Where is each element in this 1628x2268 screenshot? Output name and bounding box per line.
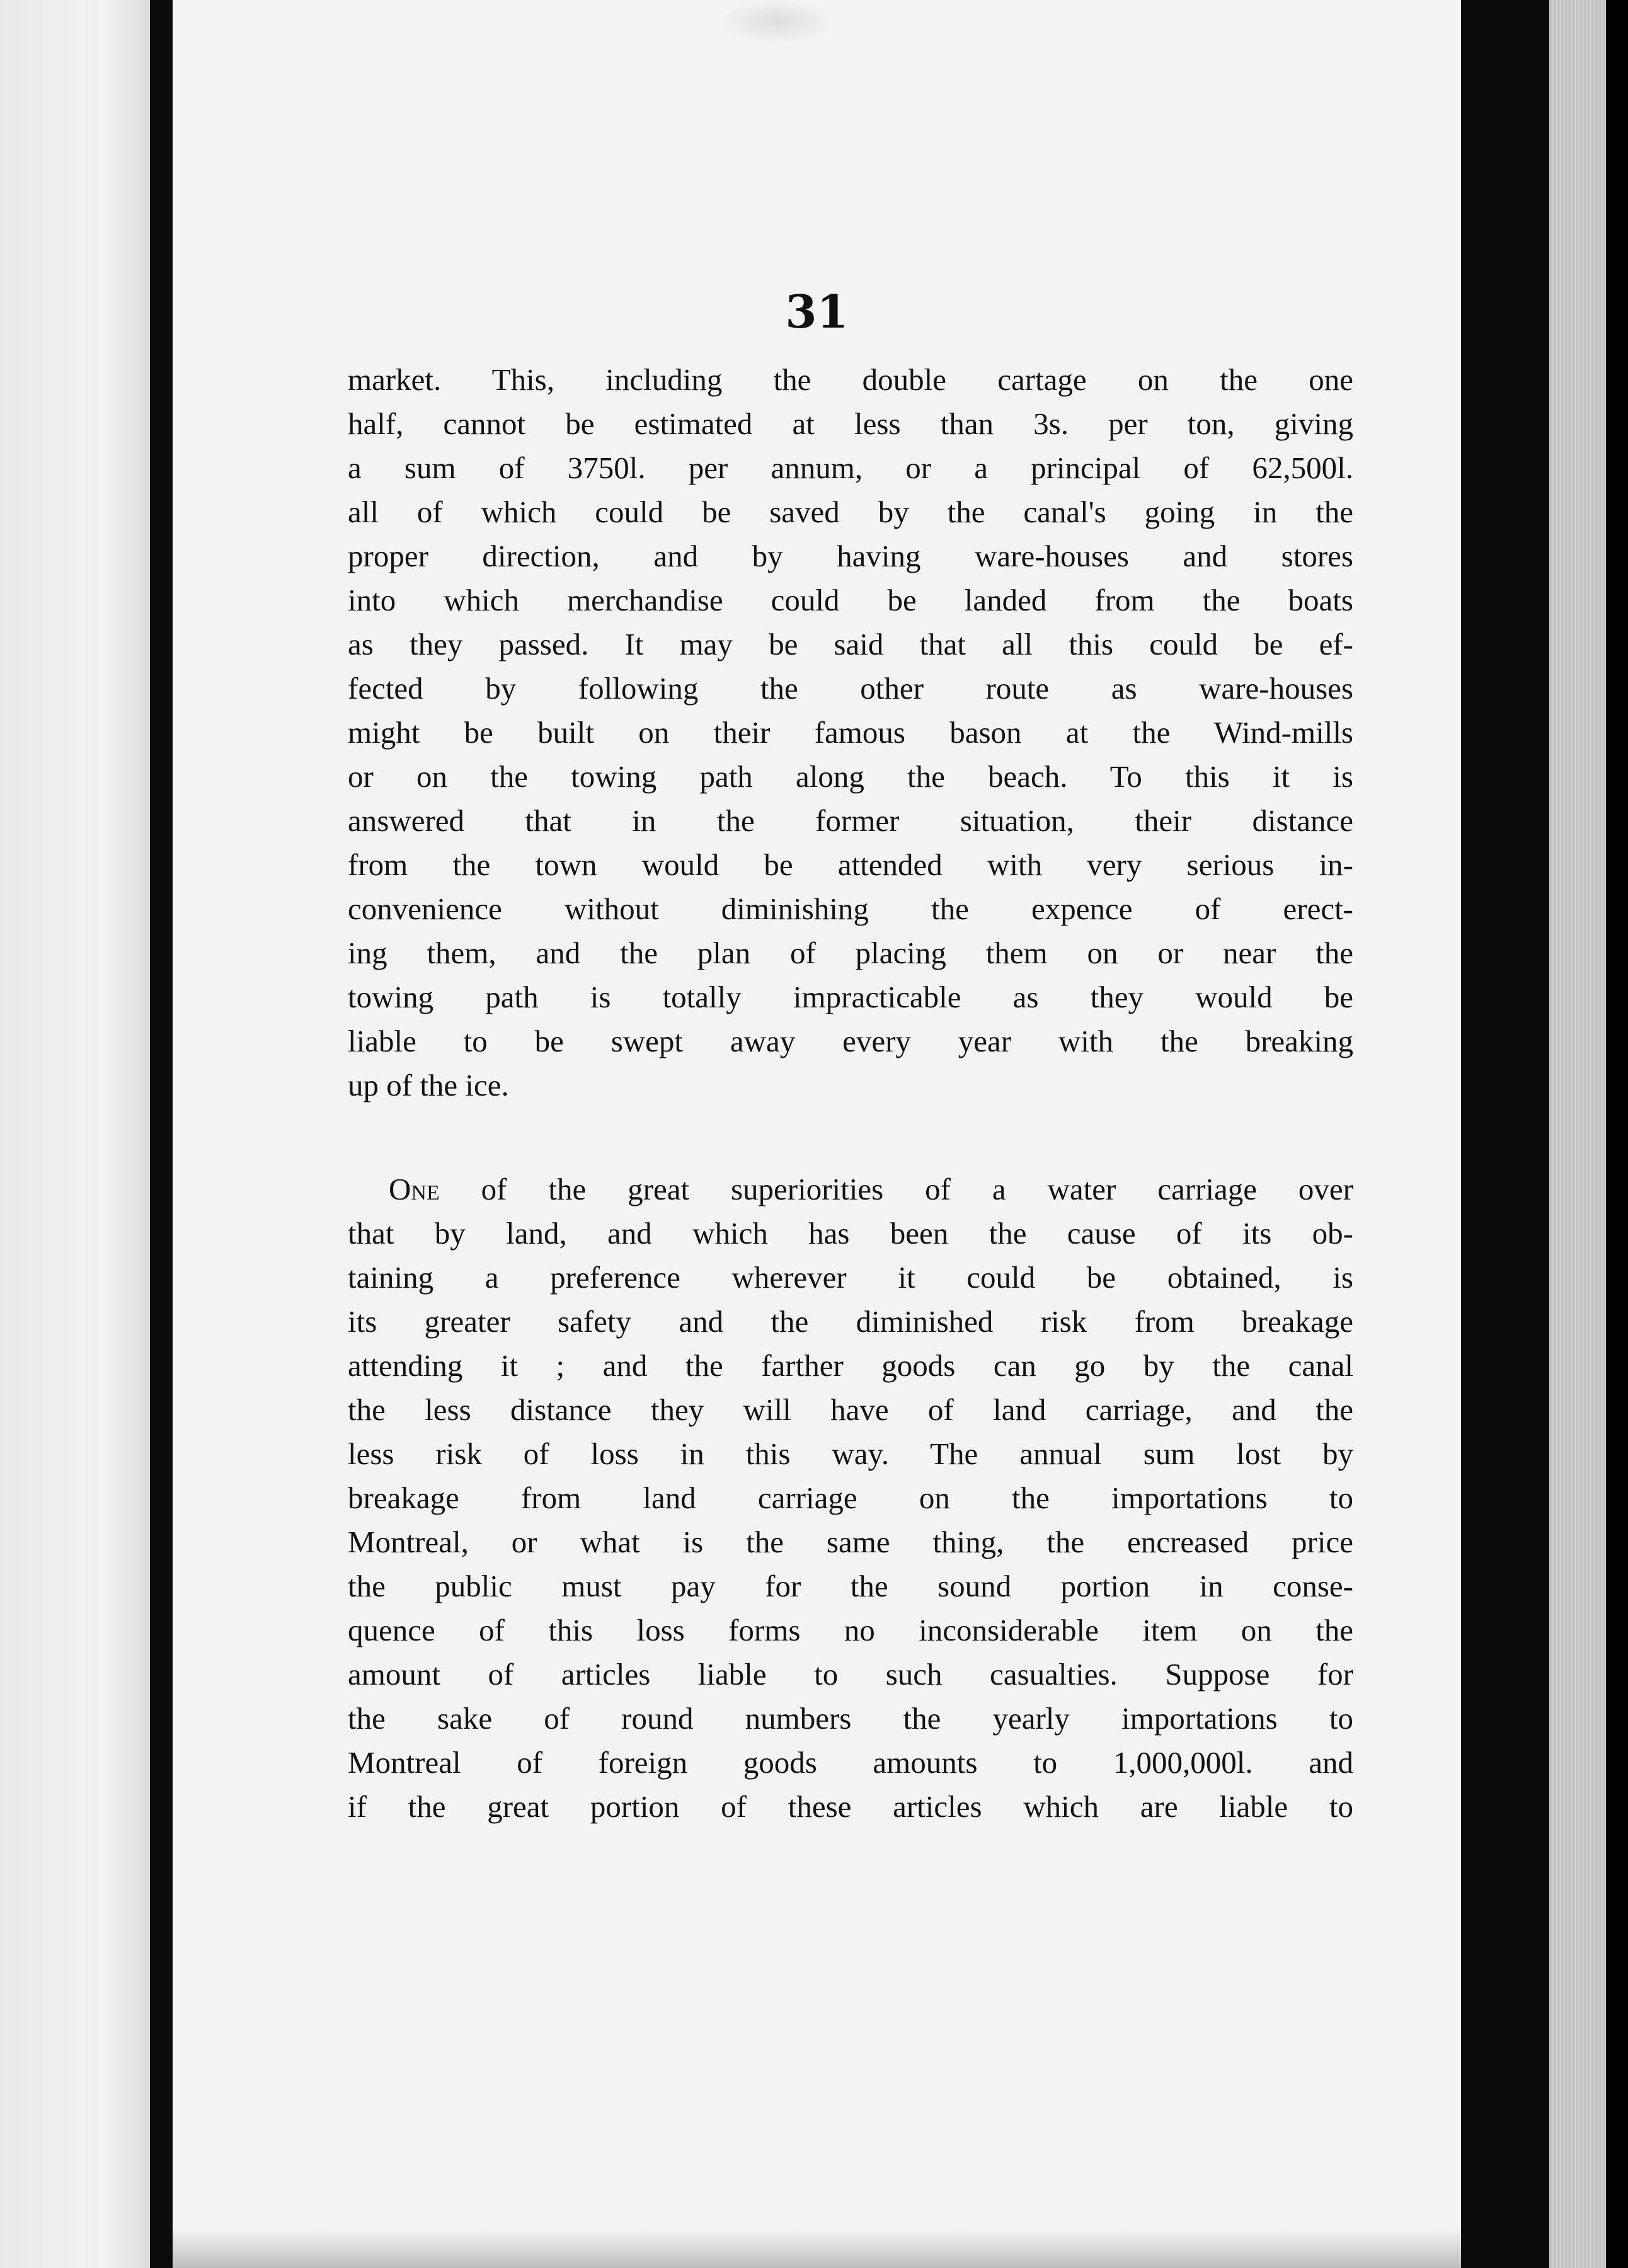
text-line: fected by following the other route as ware-houses	[348, 671, 1353, 706]
text-line: all of which could be saved by the canal's going in the	[348, 495, 1353, 529]
page-body-text	[348, 358, 1353, 1829]
paragraph-lead-word: One	[389, 1172, 440, 1206]
text-line: the public must pay for the sound portion in conse-	[348, 1569, 1353, 1603]
paragraph-lead-rest: of the great superiorities of a water carriage over	[439, 1172, 1353, 1206]
text-line: as they passed. It may be said that all this could be ef-	[348, 627, 1353, 662]
binding-shadow	[1461, 0, 1549, 2268]
text-line: that by land, and which has been the cause of its ob-	[348, 1216, 1353, 1251]
text-line: from the town would be attended with very serious in-	[348, 847, 1353, 882]
paragraph-1	[348, 358, 1353, 1108]
text-line: quence of this loss forms no inconsiderable item on the	[348, 1613, 1353, 1647]
text-line: a sum of 3750l. per annum, or a principal of 62,500l.	[348, 450, 1353, 485]
page-bottom-edge	[173, 2230, 1461, 2268]
text-line: convenience without diminishing the expence of erect-	[348, 891, 1353, 926]
text-line: Montreal of foreign goods amounts to 1,000,000l. and	[348, 1745, 1353, 1780]
text-line: less risk of loss in this way. The annual sum lost by	[348, 1436, 1353, 1471]
text-line: if the great portion of these articles which are liable to	[348, 1789, 1353, 1824]
facing-page-edge	[0, 0, 150, 2268]
text-line: half, cannot be estimated at less than 3s. per ton, giving	[348, 406, 1353, 441]
text-line	[348, 1167, 1353, 1211]
scan-border	[1606, 0, 1628, 2268]
text-line: market. This, including the double cartage on the one	[348, 362, 1353, 397]
book-gutter	[150, 0, 173, 2268]
page-top-tear	[721, 0, 834, 44]
book-page	[173, 0, 1461, 2268]
text-line: might be built on their famous bason at the Wind-mills	[348, 715, 1353, 750]
text-line: the sake of round numbers the yearly importations to	[348, 1701, 1353, 1736]
page-number: 31	[785, 285, 849, 338]
text-line: or on the towing path along the beach. To this it is	[348, 759, 1353, 794]
text-line: the less distance they will have of land carriage, and the	[348, 1392, 1353, 1427]
text-line: liable to be swept away every year with the breaking	[348, 1024, 1353, 1058]
text-line: amount of articles liable to such casualties. Suppose for	[348, 1657, 1353, 1692]
text-line: Montreal, or what is the same thing, the encreased price	[348, 1525, 1353, 1559]
text-line: into which merchandise could be landed from the boats	[348, 583, 1353, 617]
paragraph-2	[348, 1167, 1353, 1829]
text-line: taining a preference wherever it could be obtained, is	[348, 1260, 1353, 1295]
paragraph-spacer	[348, 1108, 1353, 1167]
text-line: up of the ice.	[348, 1068, 509, 1102]
text-line: breakage from land carriage on the importations to	[348, 1480, 1353, 1515]
text-line: ing them, and the plan of placing them on or near the	[348, 936, 1353, 970]
text-line: attending it ; and the farther goods can go by the canal	[348, 1348, 1353, 1383]
text-line: its greater safety and the diminished risk from breakage	[348, 1304, 1353, 1339]
page-stack-edges	[1549, 0, 1606, 2268]
text-line: towing path is totally impracticable as they would be	[348, 980, 1353, 1014]
text-line: proper direction, and by having ware-houses and stores	[348, 539, 1353, 573]
text-line: answered that in the former situation, their distance	[348, 803, 1353, 838]
